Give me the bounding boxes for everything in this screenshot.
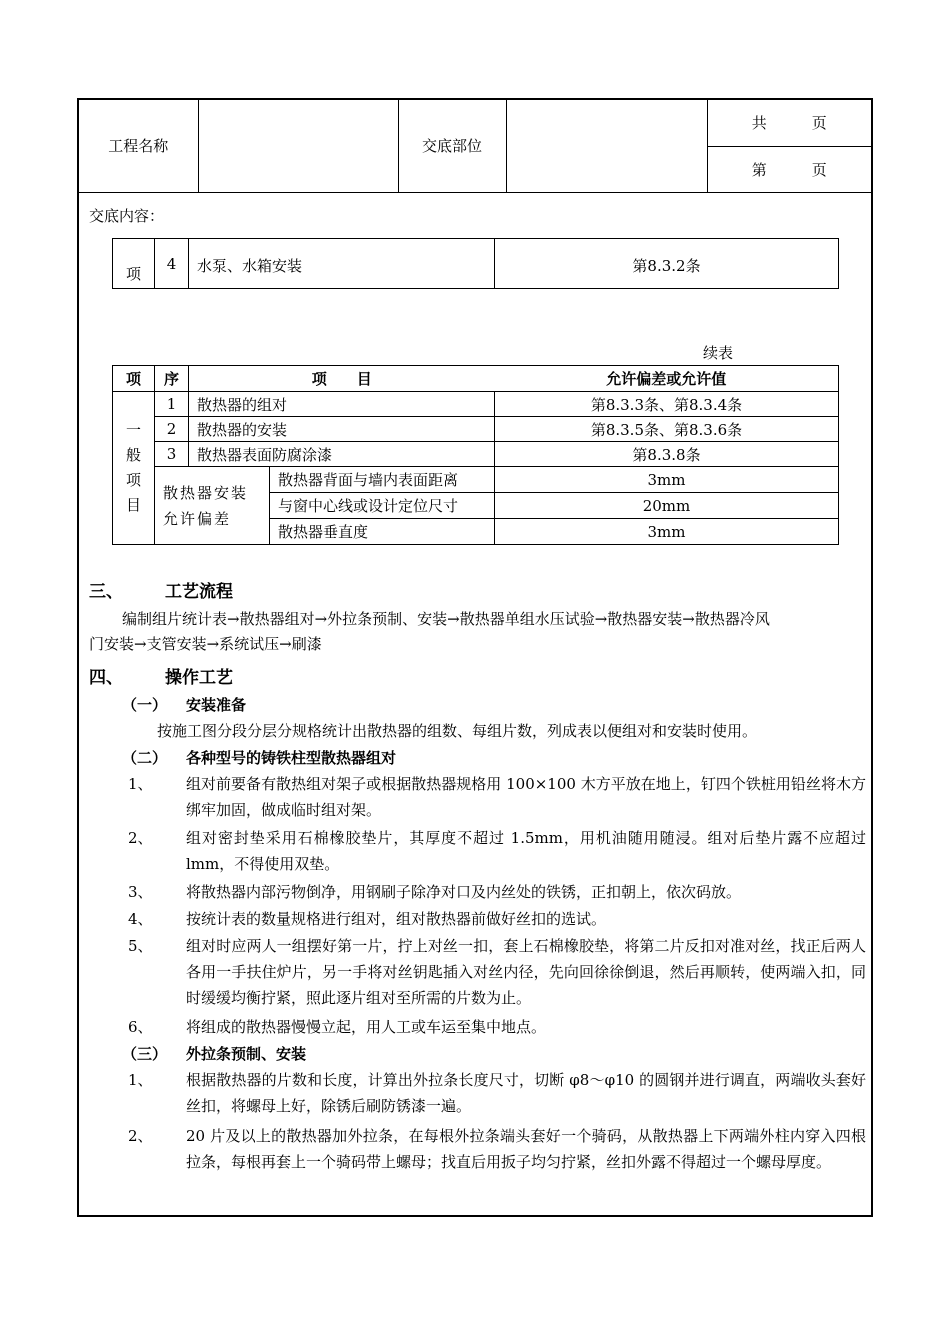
- project-name-label: 工程名称: [79, 100, 198, 192]
- row-2-value: 第8.3.5条、第8.3.6条: [495, 417, 839, 442]
- sub-row-1-name: 散热器背面与墙内表面距离: [270, 467, 495, 493]
- project-name-value: [198, 100, 398, 192]
- sub2-item3-num: 3、: [128, 883, 153, 901]
- sub2-item6-num: 6、: [128, 1018, 153, 1036]
- top-row-value: 第8.3.2条: [495, 239, 839, 289]
- sub-row-2-name: 与窗中心线或设计定位尺寸: [270, 493, 495, 519]
- sub-group-line-1: 散热器安装: [163, 483, 249, 502]
- row-2-no: 2: [155, 417, 189, 442]
- sub-row-1-value: 3mm: [495, 467, 839, 493]
- sub3-title: 外拉条预制、安装: [186, 1045, 307, 1063]
- total-pages: 共 页: [707, 100, 871, 146]
- main-table: [112, 365, 839, 545]
- header-item: 项: [113, 366, 155, 392]
- top-row-no: 4: [155, 239, 189, 289]
- sub2-item3-text: 将散热器内部污物倒净，用钢刷子除净对口及内丝处的铁锈，正扣朝上，依次码放。: [186, 883, 742, 901]
- sub2-item1-num: 1、: [128, 775, 153, 793]
- group-label: [113, 392, 155, 545]
- row-1-no: 1: [155, 392, 189, 417]
- header-seq: 序: [155, 366, 189, 392]
- sub2-item1-text: 组对前要备有散热组对架子或根据散热器规格用 100×100 木方平放在地上，钉四个铁桩用铅丝将木方绑牢加固，做成临时组对架。: [186, 775, 866, 819]
- sub3-item1-num: 1、: [128, 1071, 153, 1089]
- sub-row-3-name: 散热器垂直度: [270, 519, 495, 545]
- content-label: 交底内容：: [89, 207, 165, 225]
- group-char-3: 项: [125, 471, 141, 489]
- sub1-num: （一）: [122, 696, 168, 714]
- top-row-name: 水泵、水箱安装: [189, 239, 495, 289]
- header-project: 项 目: [311, 370, 372, 388]
- section3-num: 三、: [89, 582, 123, 602]
- sub2-item2-text: 组对密封垫采用石棉橡胶垫片，其厚度不超过 1.5mm，用机油随用随浸。组对后垫片露不应超过 lmm，不得使用双垫。: [186, 829, 866, 873]
- sub-group-line-2: 允许偏差: [163, 509, 232, 528]
- row-1-name: 散热器的组对: [189, 392, 495, 417]
- group-char-4: 目: [125, 496, 141, 514]
- sub3-item2-num: 2、: [128, 1127, 153, 1145]
- sub2-item5-num: 5、: [128, 937, 153, 955]
- section3-title: 工艺流程: [165, 582, 233, 602]
- row-3-no: 3: [155, 442, 189, 467]
- top-table: [112, 238, 839, 289]
- sub2-title: 各种型号的铸铁柱型散热器组对: [186, 749, 397, 767]
- section4-num: 四、: [89, 668, 123, 688]
- row-3-value: 第8.3.8条: [495, 442, 839, 467]
- section4-title: 操作工艺: [165, 668, 233, 688]
- section3-flow-line2: 门安装→支管安装→系统试压→刷漆: [89, 635, 322, 653]
- sub3-item1-text: 根据散热器的片数和长度，计算出外拉条长度尺寸，切断 φ8～φ10 的圆钢并进行调直，两端收头套好丝扣，将螺母上好，除锈后刷防锈漆一遍。: [186, 1071, 866, 1115]
- sub2-item4-text: 按统计表的数量规格进行组对，组对散热器前做好丝扣的选试。: [186, 910, 607, 928]
- sub2-item6-text: 将组成的散热器慢慢立起，用人工或车运至集中地点。: [186, 1018, 547, 1036]
- header-project-and-allow: [189, 366, 839, 392]
- sub3-num: （三）: [122, 1045, 168, 1063]
- sub-row-2-value: 20mm: [495, 493, 839, 519]
- top-item-cell: 项: [113, 239, 155, 289]
- page-number: 第 页: [707, 146, 871, 192]
- sub1-title: 安装准备: [186, 696, 247, 714]
- sub2-num: （二）: [122, 749, 168, 767]
- sub-row-3-value: 3mm: [495, 519, 839, 545]
- sub2-item4-num: 4、: [128, 910, 153, 928]
- sub3-item2-text: 20 片及以上的散热器加外拉条，在每根外拉条端头套好一个骑码，从散热器上下两端外柱内穿入四根拉条，每根再套上一个骑码带上螺母；找直后用扳子均匀拧紧，丝扣外露不得超过一个螺母厚度。: [186, 1127, 866, 1171]
- sub2-item5-text: 组对时应两人一组摆好第一片，拧上对丝一扣，套上石棉橡胶垫，将第二片反扣对准对丝，找正后两人各用一手扶住炉片，另一手将对丝钥匙插入对丝内径，先向回徐徐倒退，然后再顺转，使两端入扣，同时缓缓均衡拧紧，照此逐片组对至所需的片数为止。: [186, 937, 866, 1007]
- row-2-name: 散热器的安装: [189, 417, 495, 442]
- header-allow: 允许偏差或允许值: [606, 370, 727, 388]
- group-char-2: 般: [125, 446, 141, 464]
- location-value: [506, 100, 707, 192]
- sub1-text: 按施工图分段分层分规格统计出散热器的组数、每组片数，列成表以便组对和安装时使用。: [157, 722, 758, 740]
- sub-group-label: [155, 467, 270, 545]
- section3-flow-line1: 编制组片统计表→散热器组对→外拉条预制、安装→散热器单组水压试验→散热器安装→散热器冷风: [122, 610, 770, 628]
- group-char-1: 一: [125, 421, 141, 439]
- location-label: 交底部位: [398, 100, 506, 192]
- header-table: [79, 100, 871, 193]
- row-1-value: 第8.3.3条、第8.3.4条: [495, 392, 839, 417]
- row-3-name: 散热器表面防腐涂漆: [189, 442, 495, 467]
- sub2-item2-num: 2、: [128, 829, 153, 847]
- continued-label: 续表: [703, 344, 734, 362]
